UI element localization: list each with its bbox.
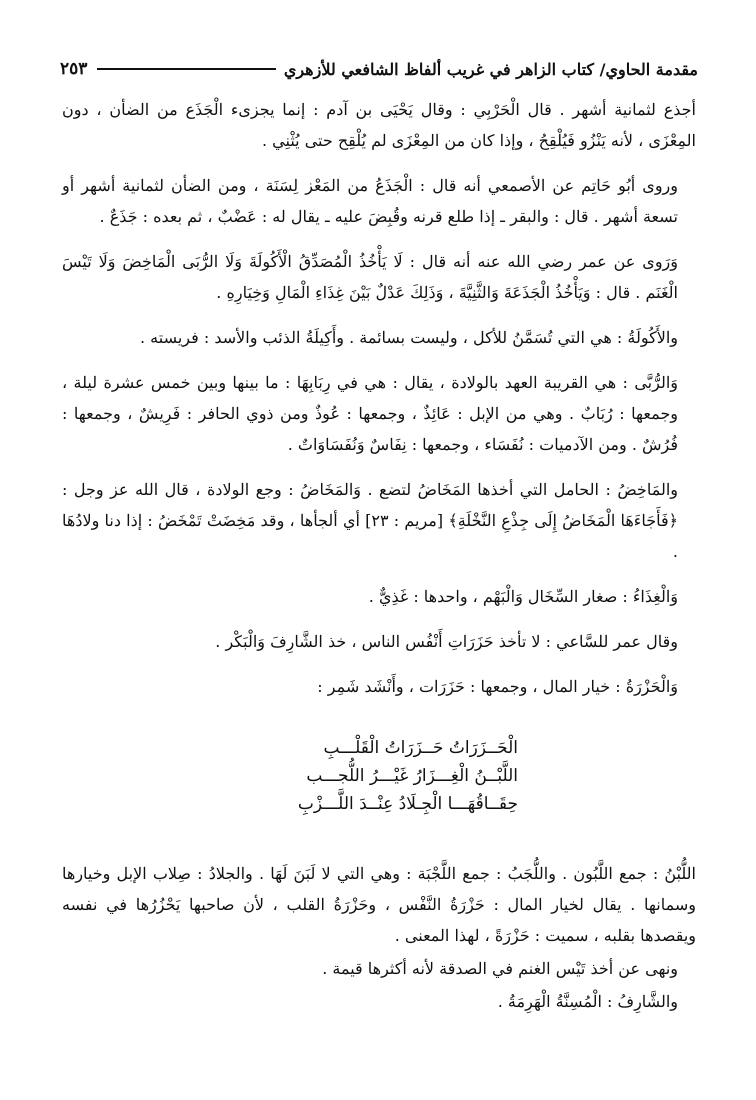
paragraph: والشَّارِفُ : الْمُسِنَّةُ الْهَرِمَةُ .	[497, 992, 678, 1011]
paragraph: وقال عمر للسَّاعي : لا تأخذ حَزَرَاتِ أَنْفُس الناس ، خذ الشَّارِفَ وَالْبَكْر .	[215, 632, 678, 651]
body-text-continued	[62, 858, 696, 1019]
poem-line: حِقَــاقُهَـــا الْجِـلَادُ عِنْــدَ اللَّـــزْبِ	[297, 794, 518, 814]
paragraph: وَرَوى عن عمر رضي الله عنه أنه قال : لَا يَأْخُذُ الْمُصَدِّقُ الْأَكُولَةَ وَلَا الرُّبَى الْمَاخِضَ وَلَا تَيْسَ الْغَنَم . قال : وَيَأْخُذُ الْجَذَعَةَ وَالثَّنِيَّةَ ، وَذَلِكَ عَدْلٌ بَيْنَ غِذَاءِ الْمَالِ وَخِيَارِهِ .	[62, 252, 678, 302]
poem-verses	[228, 734, 518, 818]
body-text	[62, 94, 696, 716]
paragraph: وروى أبُو حَاتِم عن الأصمعي أنه قال : الْجَذَعُ من المَعْز لِسَنَة ، ومن الضأن لثمانية أشهر أو تسعة أشهر . قال : والبقر ـ إذا طلع قرنه وقُبِضَ عليه ـ يقال له : عَضْبٌ ، ثم بعده : جَذَعٌ .	[62, 176, 678, 226]
page-number: ٢٥٣	[60, 59, 88, 79]
paragraph: ونهى عن أخذ تَيْس الغنم في الصدقة لأنه أكثرها قيمة .	[322, 959, 678, 978]
paragraph: وَالرُّبَّى : هي القريبة العهد بالولادة ، يقال : هي في رِبَابِهَا : ما بينها وبين خمس عشرة ليلة ، وجمعها : رُبَابٌ . وهي من الإبل : عَائِذٌ ، وجمعها : عُوذٌ ومن ذوي الحافر : فَرِيشٌ ، وجمعها : فُرُشٌ . ومن الآدميات : نُفَسَاء ، وجمعها : نِفَاسٌ وَنُفَسَاوَاتٌ .	[62, 373, 678, 454]
running-header	[60, 56, 698, 82]
paragraph: والمَاخِضُ : الحامل التي أخذها المَخَاضُ لتضع . وَالمَخَاضُ : وجع الولادة ، قال الله عز وجل : ﴿فَأَجَاءَهَا الْمَخَاضُ إِلَى جِذْعِ النَّخْلَةِ﴾ [مريم : ٢٣] أي ألجأها ، وقد مَخِضَتْ تَمْخَضُ : إذا دنا ولادُهَا .	[62, 480, 678, 561]
paragraph: اللُّبْنُ : جمع اللَّبُون . واللُّجَبُ : جمع اللَّجْبَة : وهي التي لا لَبَنَ لَهَا . والجلادُ : صِلاب الإبل وخيارها وسمانها . يقال لخيار المال : حَزْرَةُ النَّفْس ، وحَزْرَةُ القلب ، لأن صاحبها يَحْزُرُها في نفسه ويقصدها بقلبه ، سميت : حَزْرَةً ، لهذا المعنى .	[62, 864, 696, 945]
poem-line: اللَّبْــنُ الْغِـــزَارُ غَيْـــرُ اللُّجـــب	[306, 766, 518, 786]
paragraph: أجذع لثمانية أشهر . قال الْحَرْبِي : وقال يَحْيَى بن آدم : إنما يجزىء الْجَذَع من الضأن ، دون المِعْزَى ، لأنه يَنْزُو فَيُلْقِحُ ، وإذا كان من المِعْزَى لم يُلْقِح حتى يُثْنِي .	[62, 100, 696, 150]
poem-line: الْحَــزَرَاتُ حَــزَرَاتُ الْقَلْـــبِ	[323, 738, 518, 758]
paragraph: وَالْغِذَاءُ : صغار السِّخَال وَالْبَهْم ، واحدها : غَذِيٌّ .	[368, 587, 678, 606]
paragraph: والأَكُولَةُ : هي التي تُسَمَّنُ للأكل ، وليست بسائمة . وأَكِيلَةُ الذئب والأسد : فريسته .	[140, 328, 678, 347]
header-rule	[97, 68, 275, 70]
header-title: مقدمة الحاوي/ كتاب الزاهر في غريب ألفاظ الشافعي للأزهري	[283, 59, 698, 79]
paragraph: وَالْحَزْرَةُ : خيار المال ، وجمعها : حَزَرَات ، وأَنْشَد شَمِر :	[317, 677, 678, 696]
